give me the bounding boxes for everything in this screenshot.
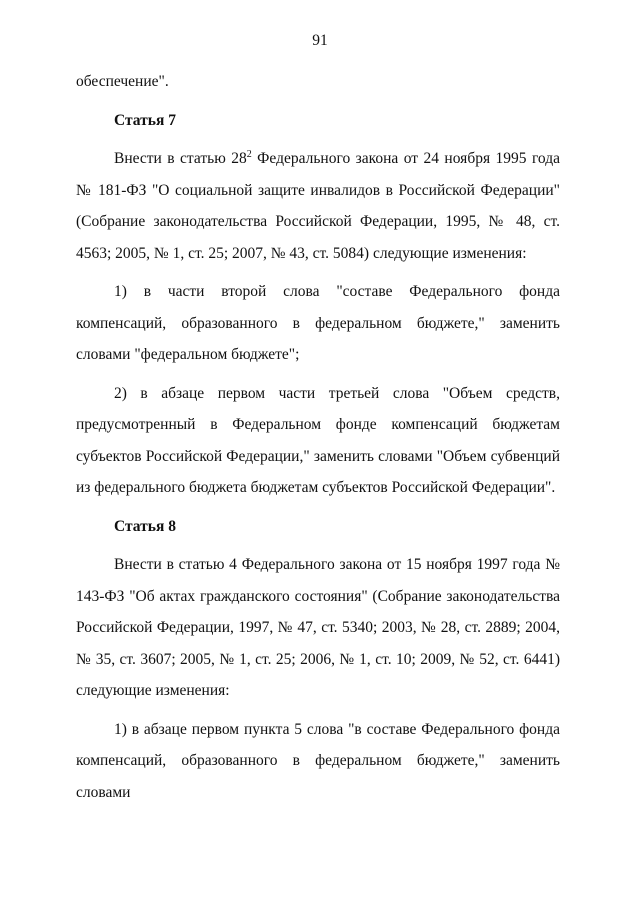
article-8-item-1: 1) в абзаце первом пункта 5 слова "в составе Федерального фонда компенсаций, образованного в федеральном бюджете," заменить словами [76,720,560,801]
article-7-lead-rest: Федерального закона от 24 ноября 1995 года № 181-ФЗ "О социальной защите инвалидов в Российской Федерации" (Собрание законодательства Российской Федерации, 1995, № 48, ст. 4563; 2005, № 1, ст. 25; 2007, № 43, ст. 5084) следующие изменения: [76,150,560,262]
article-8-lead: Внести в статью 4 Федерального закона от 15 ноября 1997 года № 143-ФЗ "Об актах гражданского состояния" (Собрание законодательства Российской Федерации, 1997, № 47, ст. 5340; 2003, № 28, ст. 2889; 2004, № 35, ст. 3607; 2005, № 1, ст. 25; 2006, № 1, ст. 10; 2009, № 52, ст. 6441) следующие изменения: [76,556,560,699]
article-7-item-2: 2) в абзаце первом части третьей слова "Объем средств, предусмотренный в Федеральном фонде компенсаций бюджетам субъектов Российской Федерации," заменить словами "Объем субвенций из федерального бюджета бюджетам субъектов Российской Федерации". [76,384,560,496]
article-8-title: Статья 8 [114,517,176,535]
article-7-item-1: 1) в части второй слова "составе Федерального фонда компенсаций, образованного в федеральном бюджете," заменить словами "федеральном бюджете"; [76,283,560,363]
article-7-lead [76,143,560,269]
document-body [76,66,560,808]
page-number: 91 [312,32,328,49]
article-7-superscript: 2 [246,149,252,160]
article-7-lead-start: Внести в статью 28 [114,150,247,167]
article-7-title: Статья 7 [114,111,176,129]
intro-fragment: обеспечение". [76,73,169,90]
